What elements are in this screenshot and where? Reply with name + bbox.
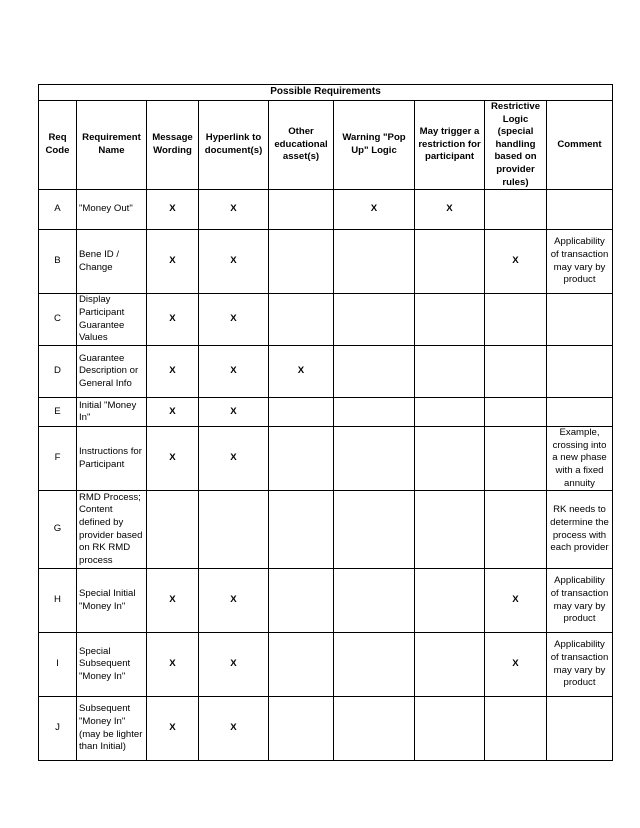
comment-cell: RK needs to determine the process with each provider [547,491,613,569]
restriction-mark: X [415,190,485,230]
comment-cell: Applicability of transaction may vary by product [547,633,613,697]
table-row [39,427,613,491]
comment-cell: Applicability of transaction may vary by product [547,569,613,633]
comment-cell [547,398,613,427]
warning-popup-mark [334,294,415,346]
table-row [39,190,613,230]
requirement-name: Bene ID / Change [77,230,147,294]
message-wording-mark: X [147,294,199,346]
restriction-mark [415,398,485,427]
req-code: B [39,230,77,294]
table-row [39,346,613,398]
warning-popup-mark [334,427,415,491]
hyperlink-mark: X [199,190,269,230]
requirement-name: Display Participant Guarantee Values [77,294,147,346]
requirement-name: Special Subsequent "Money In" [77,633,147,697]
requirements-table [38,84,613,761]
table-title: Possible Requirements [39,85,613,101]
restriction-mark [415,427,485,491]
hyperlink-mark [199,491,269,569]
header-other-assets: Other educational asset(s) [269,101,334,190]
requirement-name: Subsequent "Money In" (may be lighter than Initial) [77,697,147,761]
other-assets-mark [269,697,334,761]
warning-popup-mark [334,697,415,761]
header-may-trigger-restriction: May trigger a restriction for participant [415,101,485,190]
other-assets-mark [269,633,334,697]
restrictive-logic-mark [485,491,547,569]
comment-cell [547,697,613,761]
hyperlink-mark: X [199,346,269,398]
header-message-wording: Message Wording [147,101,199,190]
comment-cell: Applicability of transaction may vary by product [547,230,613,294]
message-wording-mark: X [147,633,199,697]
restrictive-logic-mark [485,398,547,427]
req-code: E [39,398,77,427]
requirement-name: RMD Process; Content defined by provider based on RK RMD process [77,491,147,569]
message-wording-mark [147,491,199,569]
req-code: I [39,633,77,697]
warning-popup-mark [334,569,415,633]
requirement-name: Guarantee Description or General Info [77,346,147,398]
restrictive-logic-mark: X [485,633,547,697]
comment-cell [547,346,613,398]
restriction-mark [415,230,485,294]
message-wording-mark: X [147,346,199,398]
other-assets-mark [269,491,334,569]
warning-popup-mark: X [334,190,415,230]
comment-cell: Example, crossing into a new phase with a fixed annuity [547,427,613,491]
warning-popup-mark [334,230,415,294]
req-code: G [39,491,77,569]
hyperlink-mark: X [199,427,269,491]
other-assets-mark [269,230,334,294]
other-assets-mark [269,427,334,491]
warning-popup-mark [334,398,415,427]
table-row [39,294,613,346]
hyperlink-mark: X [199,633,269,697]
restrictive-logic-mark [485,346,547,398]
header-restrictive-logic: Restrictive Logic (special handling based on provider rules) [485,101,547,190]
hyperlink-mark: X [199,294,269,346]
table-header-row [39,101,613,190]
req-code: H [39,569,77,633]
warning-popup-mark [334,633,415,697]
table-title-row [39,85,613,101]
req-code: A [39,190,77,230]
req-code: J [39,697,77,761]
other-assets-mark [269,294,334,346]
comment-cell [547,190,613,230]
header-requirement-name: Requirement Name [77,101,147,190]
restriction-mark [415,491,485,569]
table-row [39,633,613,697]
restriction-mark [415,346,485,398]
hyperlink-mark: X [199,569,269,633]
header-warning-popup: Warning "Pop Up" Logic [334,101,415,190]
restriction-mark [415,569,485,633]
requirement-name: Initial "Money In" [77,398,147,427]
message-wording-mark: X [147,190,199,230]
restrictive-logic-mark: X [485,569,547,633]
message-wording-mark: X [147,230,199,294]
restrictive-logic-mark: X [485,230,547,294]
other-assets-mark [269,569,334,633]
table-row [39,697,613,761]
warning-popup-mark [334,491,415,569]
other-assets-mark: X [269,346,334,398]
req-code: D [39,346,77,398]
header-comment: Comment [547,101,613,190]
message-wording-mark: X [147,427,199,491]
other-assets-mark [269,190,334,230]
requirement-name: "Money Out" [77,190,147,230]
restrictive-logic-mark [485,190,547,230]
message-wording-mark: X [147,398,199,427]
table-row [39,491,613,569]
restrictive-logic-mark [485,294,547,346]
req-code: C [39,294,77,346]
warning-popup-mark [334,346,415,398]
restrictive-logic-mark [485,697,547,761]
table-row [39,230,613,294]
other-assets-mark [269,398,334,427]
header-req-code: Req Code [39,101,77,190]
hyperlink-mark: X [199,230,269,294]
message-wording-mark: X [147,569,199,633]
hyperlink-mark: X [199,398,269,427]
table-row [39,569,613,633]
table-row [39,398,613,427]
restrictive-logic-mark [485,427,547,491]
comment-cell [547,294,613,346]
requirement-name: Instructions for Participant [77,427,147,491]
hyperlink-mark: X [199,697,269,761]
requirement-name: Special Initial "Money In" [77,569,147,633]
restriction-mark [415,697,485,761]
message-wording-mark: X [147,697,199,761]
header-hyperlink: Hyperlink to document(s) [199,101,269,190]
restriction-mark [415,633,485,697]
req-code: F [39,427,77,491]
restriction-mark [415,294,485,346]
